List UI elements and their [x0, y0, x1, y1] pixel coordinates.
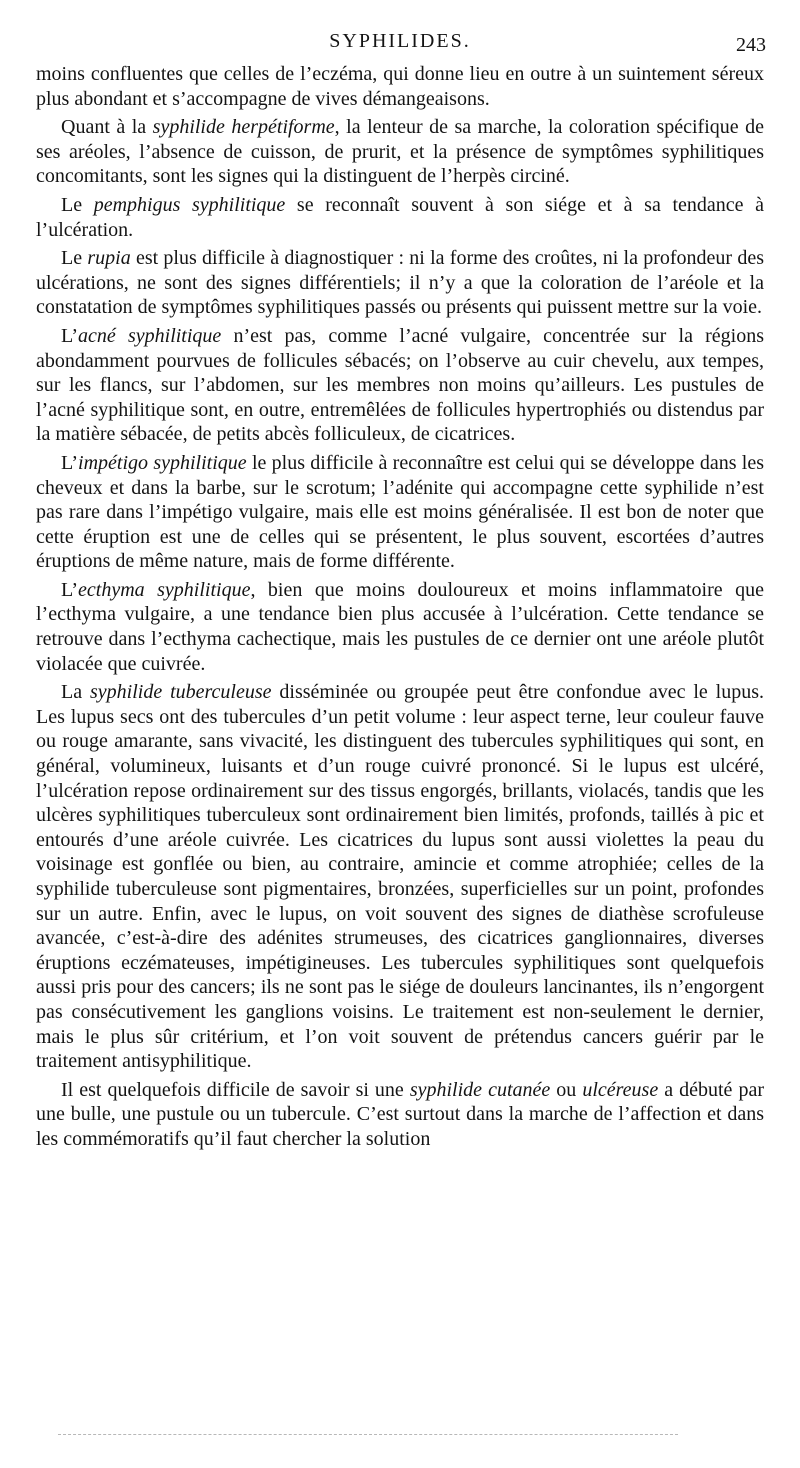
text-segment: se reconnaît souvent à son siége et à sa tendance à l’ulcération. [36, 193, 765, 241]
italic-term: syphilide cutanée [409, 1078, 551, 1101]
running-title: SYPHILIDES. [329, 30, 471, 52]
text-segment: est plus difficile à diagnostiquer : ni la forme des croûtes, ni la profondeur des ulcérations, ne sont des signes différentiels; il n’y a que la coloration de l’aréole et la constatation de symptômes syphilitiques passés ou présents qui puissent mettre sur la voie. [36, 247, 765, 319]
text-segment: moins confluentes que celles de l’eczéma, qui donne lieu en outre à un suintement séreux plus abondant et s’accompagne de vives démangeaisons. [36, 63, 764, 110]
page-number: 243 [736, 34, 766, 56]
paragraph [36, 62, 764, 111]
text-segment: Quant à la [61, 116, 153, 139]
text-segment: Le [61, 247, 88, 270]
italic-term: impétigo syphilitique [78, 451, 247, 474]
italic-term: rupia [87, 247, 131, 270]
italic-term: pemphigus syphilitique [93, 193, 286, 216]
paragraph [36, 680, 764, 1074]
text-segment: ou [550, 1078, 583, 1101]
italic-term: acné syphilitique [78, 324, 222, 347]
text-segment: L’ [61, 578, 79, 601]
text-segment: L’ [61, 324, 79, 347]
running-header [0, 22, 800, 56]
text-segment: Le [61, 193, 94, 216]
paragraph [36, 324, 764, 447]
text-segment: Il est quelquefois difficile de savoir si une [61, 1078, 410, 1101]
paragraph [36, 193, 764, 242]
text-segment: L’ [61, 451, 79, 474]
text-segment: le plus difficile à reconnaître est celui qui se développe dans les cheveux et dans la barbe, sur le scrotum; l’adénite qui accompagne cette syphilide n’est pas rare dans l’impétigo vulgaire, mais elle est moins généralisée. Il est bon de noter que cette éruption est une de celles qui se présentent, le plus souvent, escortées d’autres éruptions de même nature, mais de forme différente. [36, 451, 764, 573]
text-segment: n’est pas, comme l’acné vulgaire, concentrée sur la régions abondamment pourvues de follicules sébacés; on l’observe au cuir chevelu, aux tempes, sur les flancs, sur l’abdomen, sur les membres non moins qu’ailleurs. Les pustules de l’acné syphilitique sont, en outre, entremêlées de follicules hypertrophiés ou distendus par la matière sébacée, de petits abcès folliculeux, de cicatrices. [36, 324, 764, 446]
bottom-rule [58, 1434, 678, 1435]
text-segment: , la lenteur de sa marche, la coloration spécifique de ses aréoles, l’absence de cuisson, de prurit, et la présence de symptômes syphilitiques concomitants, sont les signes qui la distinguent de l’herpès circiné. [36, 116, 764, 188]
paragraph [36, 115, 764, 189]
italic-term: syphilide herpétiforme [152, 116, 335, 139]
body-text [36, 62, 764, 1156]
text-segment: a débuté par une bulle, une pustule ou un tubercule. C’est surtout dans la marche de l’affection et dans les commémoratifs qu’il faut chercher la solution [36, 1078, 764, 1150]
paragraph [36, 451, 764, 574]
italic-term: ulcéreuse [582, 1078, 659, 1101]
paragraph [36, 246, 764, 320]
text-segment: , bien que moins douloureux et moins inflammatoire que l’ecthyma vulgaire, a une tendance bien plus accusée à l’ulcération. Cette tendance se retrouve dans l’ecthyma cachectique, mais les pustules de ce dernier ont une aréole plutôt violacée que cuivrée. [36, 578, 764, 675]
paragraph [36, 578, 764, 676]
text-segment: La [61, 681, 90, 704]
paragraph [36, 1078, 764, 1152]
italic-term: syphilide tuberculeuse [89, 681, 272, 704]
italic-term: ecthyma syphilitique [78, 578, 251, 601]
text-segment: disséminée ou groupée peut être confondue avec le lupus. Les lupus secs ont des tubercules d’un petit volume : leur aspect terne, leur couleur fauve ou rouge amarante, sans vivacité, les distinguent des tubercules syphilitiques qui sont, en général, volumineux, luisants et d’un rouge cuivré prononcé. Si le lupus est ulcéré, l’ulcération repose ordinairement sur des tissus engorgés, brillants, violacés, tandis que les ulcères syphilitiques tuberculeux sont ordinairement bien limités, profonds, taillés à pic et entourés d’une aréole cuivrée. Les cicatrices du lupus sont aussi violettes la peau du voisinage est gonflée ou bien, au contraire, amincie et comme atrophiée; celles de la syphilide tuberculeuse sont pigmentaires, bronzées, superficielles sur un point, profondes sur un autre. Enfin, avec le lupus, on voit souvent des signes de diathèse scrofuleuse avancée, c’est-à-dire des adénites strumeuses, des cicatrices ganglionnaires, diverses éruptions eczémateuses, impétigineuses. Les tubercules syphilitiques sont quelquefois aussi pris pour des cancers; ils ne sont pas le siége de douleurs lancinantes, ils n’engorgent pas consécutivement les ganglions voisins. Le traitement est non-seulement le dernier, mais le plus sûr critérium, et l’on voit souvent de prétendus cancers guérir par le traitement antisyphilitique. [36, 681, 764, 1073]
